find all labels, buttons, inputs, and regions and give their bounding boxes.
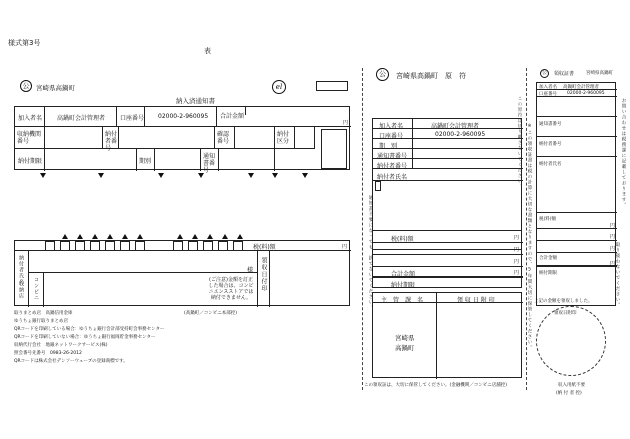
stub-tax-label: 税(料)額 — [391, 236, 414, 243]
stub-manager-label: 主 管 課 名 — [381, 297, 424, 304]
slip-receipt — [528, 66, 628, 396]
stub-manager — [372, 292, 522, 378]
issuer: 宮崎県高鍋町 — [36, 84, 75, 92]
agency-label: 収納機関番号 — [17, 131, 42, 145]
slip-title: 納入済通知書 — [176, 97, 215, 105]
account-label: 口座番号 — [120, 115, 145, 122]
sama: 様 — [247, 267, 254, 274]
stub-subscriber-label: 加入者名 — [379, 123, 404, 130]
receipt-account-value: 02000-2-960095 — [567, 91, 605, 96]
receipt-stamp-footer-2: (納 付 者 控) — [556, 391, 582, 396]
receipt-stamp-label: 領収日附印 — [554, 311, 577, 316]
receipt-center-note: 取り扱わないでください。 — [615, 242, 620, 308]
stub-manager-value-1: 宮崎県 — [395, 334, 415, 342]
receipt-grid — [536, 82, 616, 306]
receipt-received-text: 上記の金額を領収しました。 — [534, 299, 593, 304]
front-mark: 表 — [204, 47, 211, 55]
tick-mark-icon — [198, 173, 204, 178]
stub-side-note: 通知書不要になっても、捨てないでください。 — [368, 195, 373, 311]
eltax-logo-icon: el — [272, 80, 286, 94]
tick-mark-icon — [158, 173, 164, 178]
storage-label: 収納店 — [18, 281, 24, 299]
footer-line: QRコードは株式会社デンソーウェーブの登録商標です。 — [14, 359, 128, 364]
receipt-tax-yen: 円 — [609, 223, 615, 229]
top-box — [316, 81, 348, 91]
total-label: 合計金額 — [220, 113, 245, 120]
stub-tax-yen: 円 — [513, 235, 519, 241]
receipt-left-note: ※この領収証書は税の計算に大切な書類となりますので、5年間大切に保管してください。 — [527, 124, 532, 351]
stub-stamp-label: 領 収 日 附 印 — [457, 297, 495, 304]
stub-notice-label: 通知書番号 — [377, 153, 408, 160]
confirm-label: 確認番号 — [217, 131, 230, 145]
receipt-subscriber-value: 高鍋町会計管理者 — [563, 85, 599, 90]
notice-grid — [14, 106, 350, 174]
receipt-date-label: 領収日付印 — [260, 257, 267, 292]
receipt-notice-label: 通知書番号 — [539, 122, 562, 127]
receipt-name-label: 納付者氏名 — [539, 162, 562, 167]
form-number: 様式第3号 — [8, 39, 41, 47]
stub-account-label: 口座番号 — [379, 133, 404, 140]
footer-line: 照会番号先番号 0983-26-2012 — [14, 351, 82, 356]
receipt-issuer: 宮崎県高鍋町 — [586, 71, 613, 76]
footer-line: 収納代行会社 地銀ネットワークサービス(株) — [14, 343, 108, 348]
conv-note: (ご注意)金額を訂正した場合は、コンビニエンスストアでは納付できません。 — [208, 277, 254, 301]
stub-total-yen: 円 — [513, 270, 519, 276]
stub-manager-value-2: 高鍋町 — [395, 344, 415, 352]
name-label: 納付者氏名 — [18, 255, 24, 285]
stub-footer: この領収証は、大切に保管してください。(金融機関／コンビニ店舗控) — [364, 383, 508, 388]
notice-bottom — [14, 240, 350, 306]
receipt-title: 領収証書 — [554, 71, 575, 77]
receipt-row-yen: 円 — [609, 246, 615, 252]
tax-yen: 円 — [341, 244, 347, 250]
footer-line: ゆうちょ銀行取りまとめ店 — [14, 319, 68, 324]
stub-total-label: 合計金額 — [391, 271, 416, 278]
receipt-payer-label: 納付者番号 — [539, 142, 562, 147]
municipal-seal-icon: 公 — [541, 70, 547, 76]
stub-mid-note: この原符は切り離さないでください。 — [517, 96, 522, 190]
tick-mark-icon — [248, 173, 254, 178]
stub-due-label: 納付期限 — [391, 282, 416, 289]
subscriber-label: 加入者名 — [18, 115, 43, 122]
footer-line: 取りまとめ店 高鍋信用金庫 — [14, 311, 73, 316]
receipt-stamp-circle — [536, 306, 606, 376]
receipt-total-label: 合計金額 — [539, 256, 557, 261]
stub-row-yen: 円 — [513, 259, 519, 265]
payment-class-label: 納付区分 — [277, 131, 290, 145]
perforation — [362, 68, 363, 390]
receipt-stamp-footer-1: 収入用紙不要 — [558, 383, 585, 388]
due-label: 納付期限 — [18, 158, 43, 165]
stub-subscriber-value: 高鍋町会計管理者 — [431, 123, 480, 130]
payer-label: 納付者番号 — [105, 131, 118, 152]
stub-period-label: 期 別 — [379, 143, 398, 150]
period-label: 期別 — [139, 158, 152, 165]
slip-notice — [14, 78, 350, 398]
tick-mark-icon — [272, 173, 278, 178]
footer-line: QRコードを印刷していない場合：ゆうちょ銀行福岡貯金事務センター — [14, 335, 156, 340]
receipt-subscriber-label: 加入者名 — [539, 85, 557, 90]
photo-box — [321, 129, 347, 169]
receipt-row-yen: 円 — [609, 234, 615, 240]
receipt-due-label: 納付期限 — [539, 271, 557, 276]
stub-name-label: 納付者氏名 — [377, 174, 408, 181]
tax-label: 税(料)額 — [253, 244, 276, 251]
tick-mark-icon — [40, 173, 46, 178]
stub-issuer: 宮崎県高鍋町 原 符 — [396, 72, 466, 80]
stub-account-value: 02000-2-960095 — [435, 131, 486, 138]
receipt-tax-label: 税(料)額 — [539, 217, 557, 222]
stub-payer-label: 納付者番号 — [377, 163, 408, 170]
municipal-seal-icon: 公 — [376, 68, 389, 81]
account-value: 02000-2-960095 — [158, 113, 209, 120]
total-yen: 円 — [342, 120, 348, 126]
footer-line: QRコードを印刷している場合：ゆうちょ銀行会計部受持町会事務センター — [14, 327, 165, 332]
tick-mark-icon — [98, 173, 104, 178]
stub-row-yen: 円 — [513, 247, 519, 253]
receipt-account-label: 口座番号 — [539, 92, 557, 97]
conv-label: コンビニ — [33, 277, 39, 301]
tick-mark-icon — [302, 173, 308, 178]
slip-stub — [364, 66, 524, 392]
municipal-seal-icon: 公 — [20, 80, 32, 92]
receipt-right-note: お問い合わせは税務課に記載しております。 — [621, 98, 626, 208]
notice-label: 通知書番号 — [203, 153, 216, 174]
footer-right: (高鍋町／コンビニ本部控) — [184, 311, 238, 316]
receipt-total-yen: 円 — [609, 261, 615, 267]
subscriber-value: 高鍋町会計管理者 — [57, 115, 106, 122]
stub-amounts — [372, 230, 522, 288]
